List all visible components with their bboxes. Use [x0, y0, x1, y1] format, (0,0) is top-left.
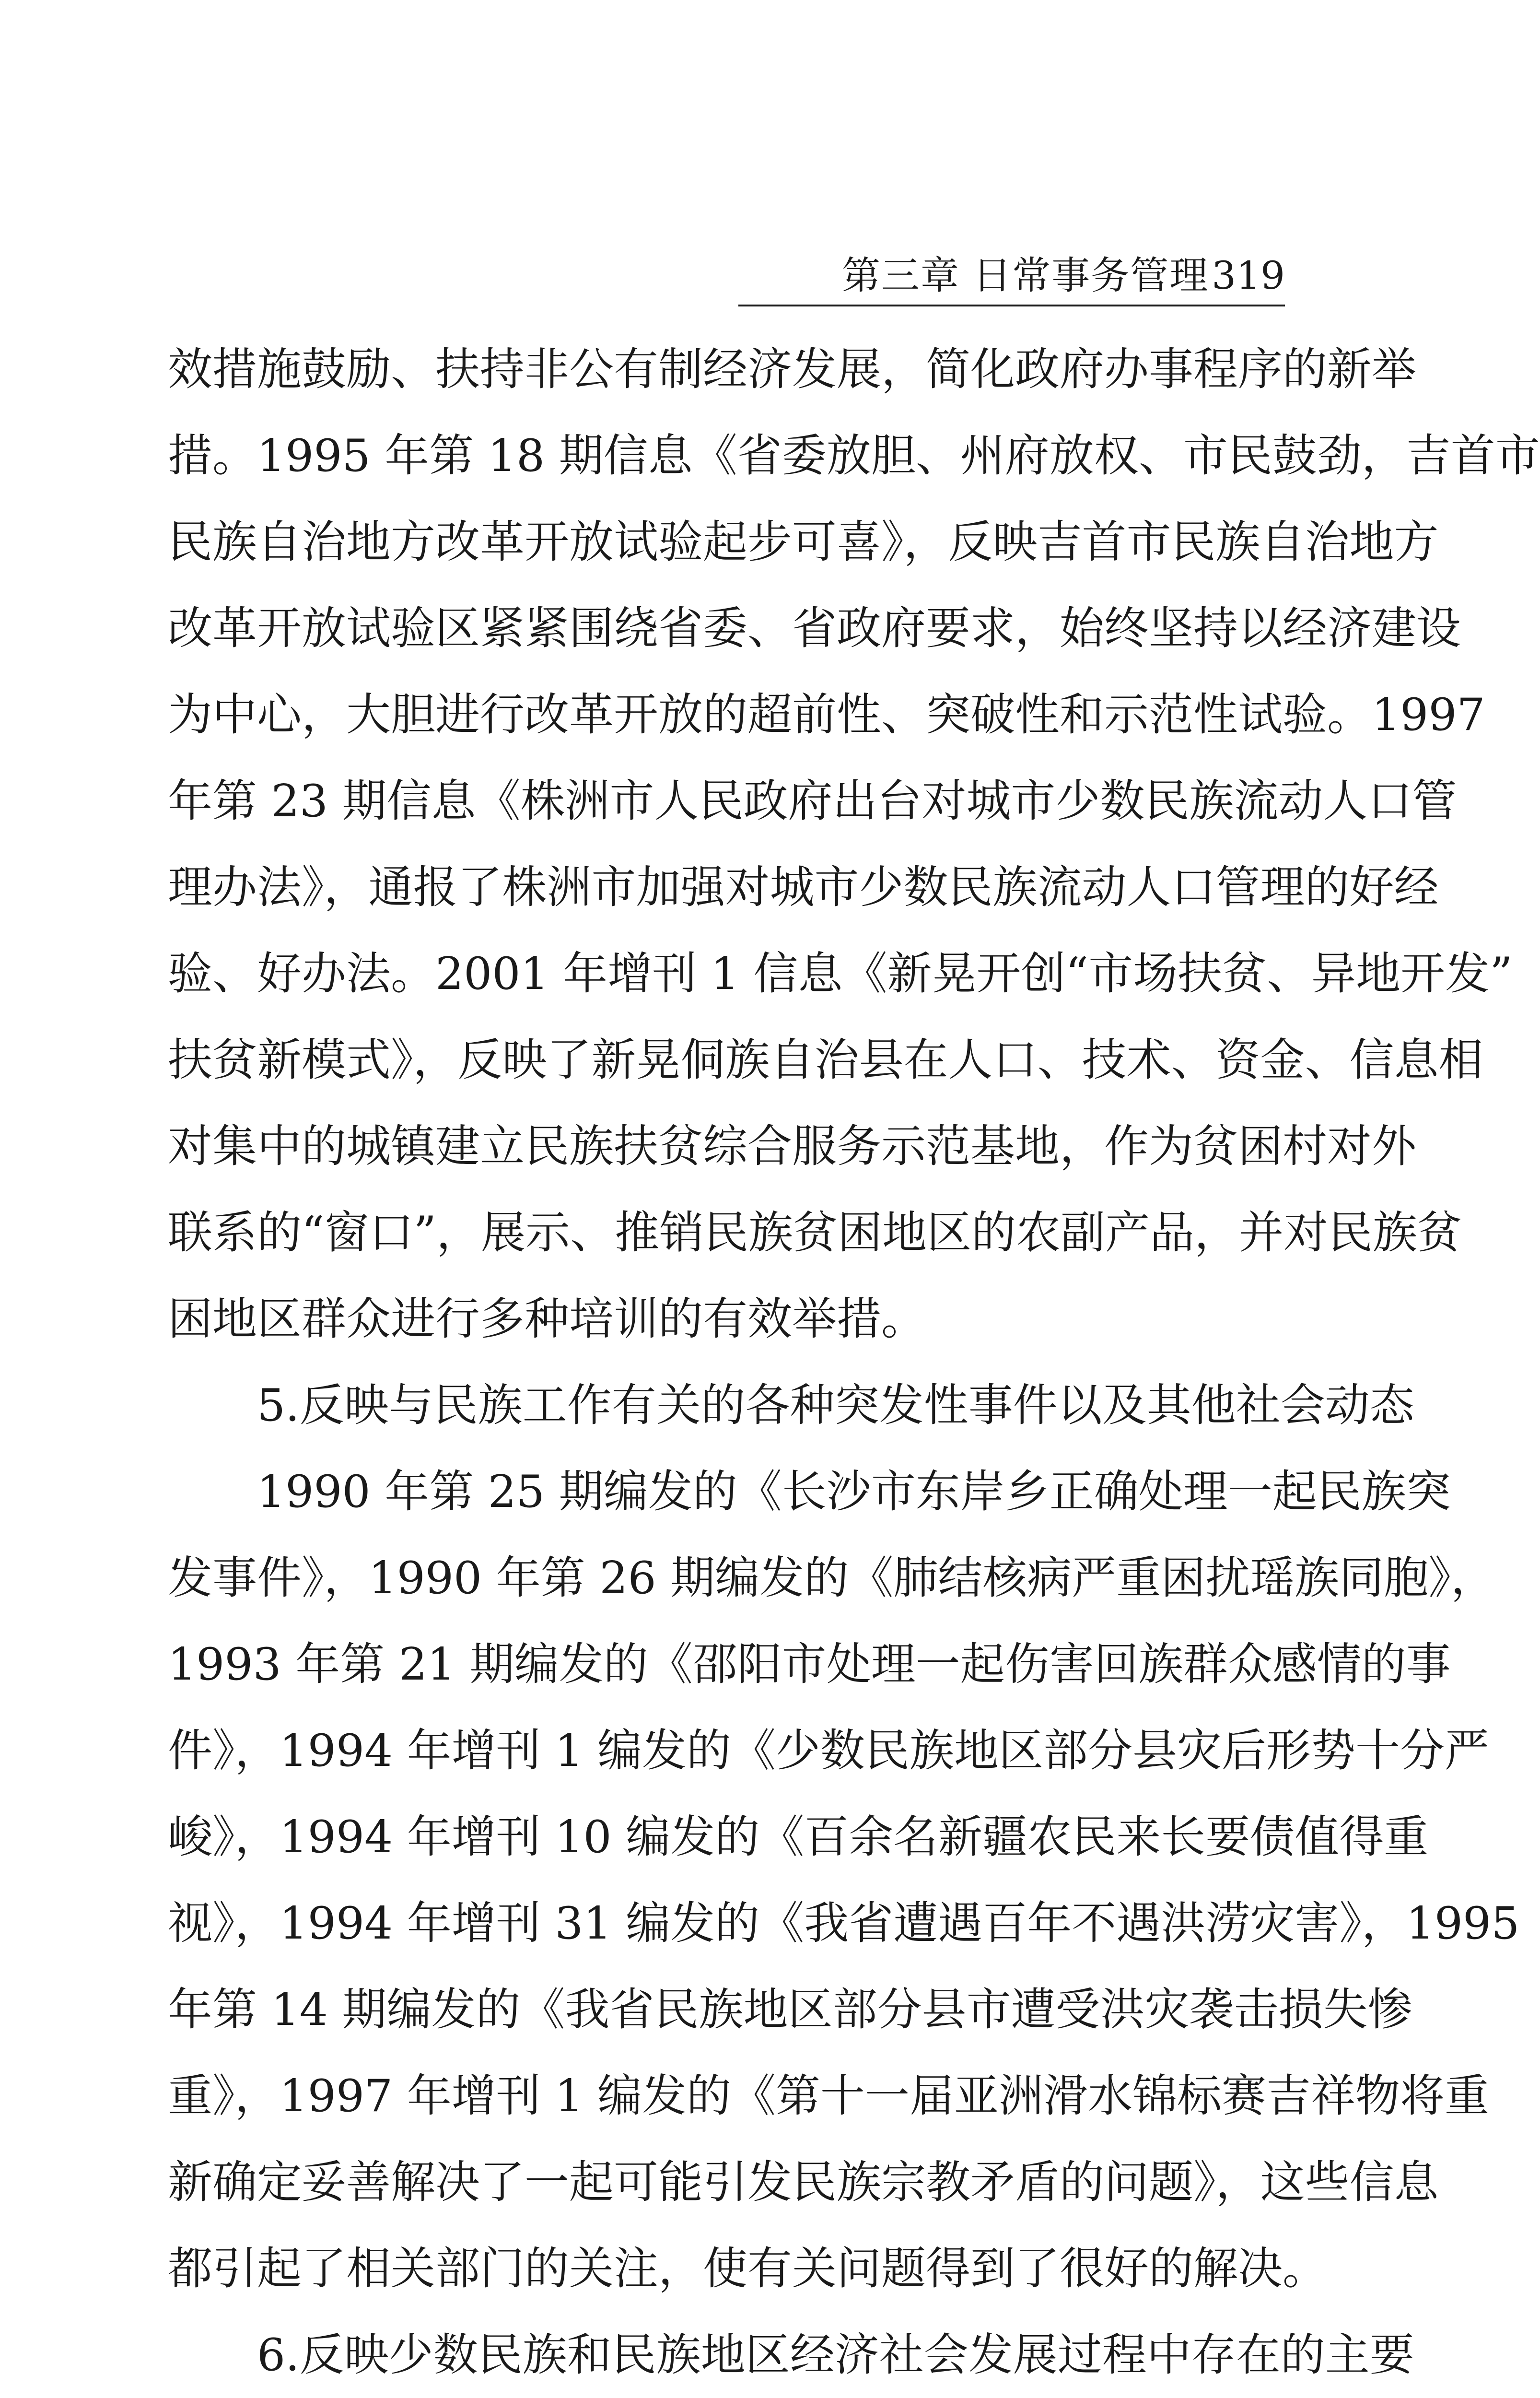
text-line: 困地区群众进行多种培训的有效举措。 — [168, 1293, 926, 1345]
body-text — [168, 326, 1540, 2398]
text-line: 年第 23 期信息《株洲市人民政府出台对城市少数民族流动人口管 — [168, 775, 1457, 827]
text-line: 联系的“窗口”，展示、推销民族贫困地区的农副产品，并对民族贫 — [168, 1207, 1462, 1258]
text-line: 验、好办法。2001 年增刊 1 信息《新晃开创“市场扶贫、异地开发” — [168, 948, 1513, 999]
text-line: 峻》，1994 年增刊 10 编发的《百余名新疆农民来长要债值得重 — [168, 1811, 1429, 1863]
text-line: 对集中的城镇建立民族扶贫综合服务示范基地，作为贫困村对外 — [168, 1120, 1416, 1172]
text-line: 民族自治地方改革开放试验起步可喜》，反映吉首市民族自治地方 — [168, 516, 1439, 568]
text-line: 发事件》，1990 年第 26 期编发的《肺结核病严重困扰瑶族同胞》， — [168, 1552, 1495, 1604]
page-number: 319 — [1212, 253, 1285, 298]
text-line: 视》，1994 年增刊 31 编发的《我省遭遇百年不遇洪涝灾害》，1995 — [168, 1897, 1520, 1949]
text-line: 措。1995 年第 18 期信息《省委放胆、州府放权、市民鼓劲，吉首市 — [168, 430, 1540, 482]
chapter-title: 第三章 日常事务管理 — [841, 253, 1209, 298]
text-line: 件》，1994 年增刊 1 编发的《少数民族地区部分县灾后形势十分严 — [168, 1725, 1490, 1776]
text-line: 1993 年第 21 期编发的《邵阳市处理一起伤害回族群众感情的事 — [168, 1638, 1451, 1690]
text-line: 理办法》，通报了株洲市加强对城市少数民族流动人口管理的好经 — [168, 861, 1439, 913]
text-line: 1990 年第 25 期编发的《长沙市东岸乡正确处理一起民族突 — [168, 1466, 1451, 1517]
text-line: 重》，1997 年增刊 1 编发的《第十一届亚洲滑水锦标赛吉祥物将重 — [168, 2070, 1490, 2122]
text-line: 为中心，大胆进行改革开放的超前性、突破性和示范性试验。1997 — [168, 689, 1485, 741]
running-header — [738, 249, 1285, 302]
text-line: 效措施鼓励、扶持非公有制经济发展，简化政府办事程序的新举 — [168, 343, 1416, 395]
text-line: 都引起了相关部门的关注，使有关问题得到了很好的解决。 — [168, 2243, 1327, 2294]
header-rule — [738, 305, 1285, 306]
text-line: 扶贫新模式》，反映了新晃侗族自治县在人口、技术、资金、信息相 — [168, 1034, 1483, 1086]
text-line: 改革开放试验区紧紧围绕省委、省政府要求，始终坚持以经济建设 — [168, 602, 1461, 654]
text-line: 新确定妥善解决了一起可能引发民族宗教矛盾的问题》，这些信息 — [168, 2156, 1439, 2208]
text-line: 年第 14 期编发的《我省民族地区部分县市遭受洪灾袭击损失惨 — [168, 1984, 1412, 2035]
section-heading-5: 5.反映与民族工作有关的各种突发性事件以及其他社会动态 — [168, 1379, 1414, 1431]
section-heading-6: 6.反映少数民族和民族地区经济社会发展过程中存在的主要 — [168, 2329, 1414, 2381]
